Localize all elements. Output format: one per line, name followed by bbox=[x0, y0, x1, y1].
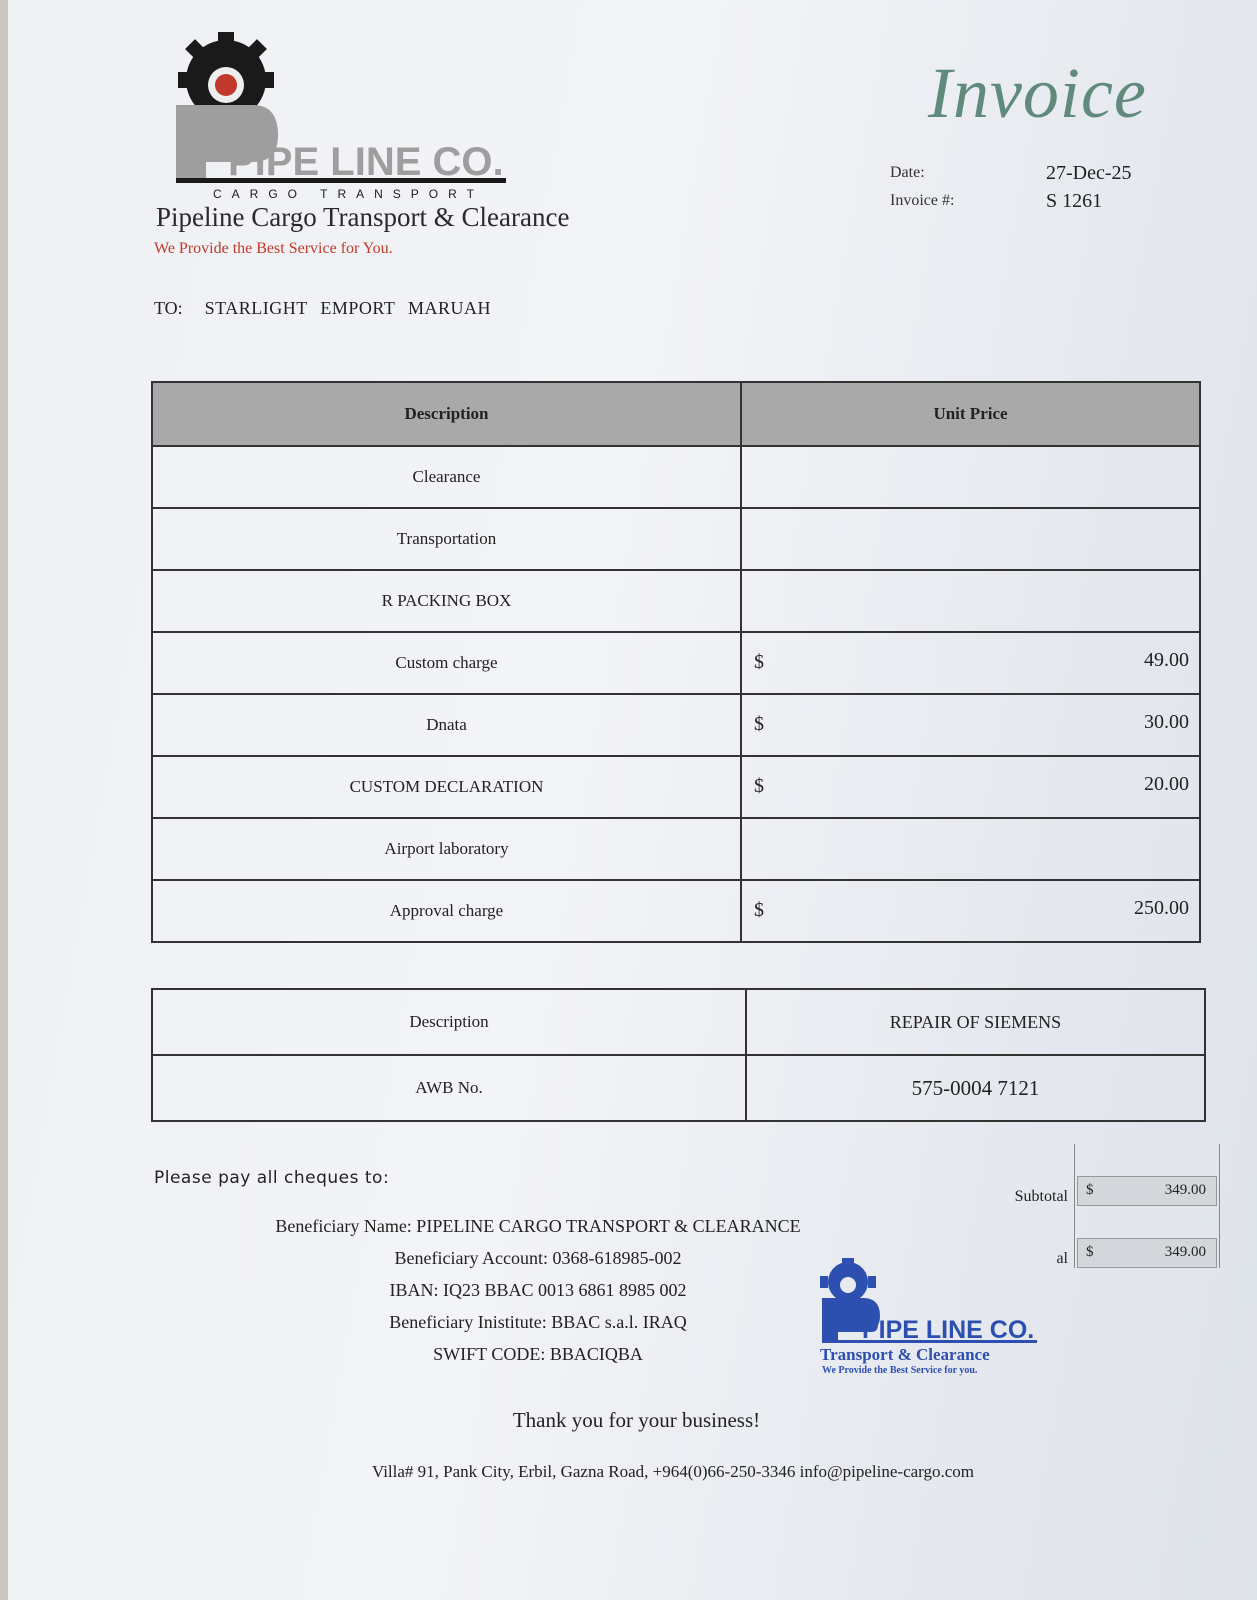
svg-text:We Provide the Best Service fo: We Provide the Best Service for you. bbox=[822, 1365, 978, 1376]
recipient-label: TO: bbox=[154, 298, 183, 318]
awb-value: 575-0004 7121 bbox=[746, 1055, 1205, 1121]
item-description: Airport laboratory bbox=[152, 818, 741, 880]
subtotal-label: Subtotal bbox=[1014, 1188, 1068, 1205]
beneficiary-name: Beneficiary Name: PIPELINE CARGO TRANSPORT & CLEARANCE bbox=[275, 1216, 801, 1236]
item-unit-price bbox=[741, 756, 1200, 818]
invoice-number-value: S 1261 bbox=[1046, 190, 1103, 212]
item-description: Clearance bbox=[152, 446, 741, 508]
swift-code: SWIFT CODE: BBACIQBA bbox=[433, 1344, 643, 1364]
item-description: Custom charge bbox=[152, 632, 741, 694]
beneficiary-institute: Beneficiary Inistitute: BBAC s.a.l. IRAQ bbox=[389, 1312, 687, 1332]
item-currency: $ bbox=[754, 775, 764, 797]
total-box bbox=[1077, 1238, 1217, 1268]
description-value: REPAIR OF SIEMENS bbox=[746, 989, 1205, 1055]
items-body bbox=[152, 446, 1200, 942]
item-unit-price bbox=[741, 632, 1200, 694]
thank-you-note: Thank you for your business! bbox=[512, 1408, 761, 1432]
item-currency: $ bbox=[754, 713, 764, 735]
recipient-name: STARLIGHT EMPORT MARUAH bbox=[204, 298, 492, 318]
item-amount: 30.00 bbox=[1144, 711, 1189, 733]
recipient-block bbox=[154, 298, 491, 319]
iban: IBAN: IQ23 BBAC 0013 6861 8985 002 bbox=[389, 1280, 687, 1300]
table-row bbox=[152, 694, 1200, 756]
company-stamp bbox=[818, 1258, 1058, 1376]
table-row bbox=[152, 818, 1200, 880]
table-row bbox=[152, 756, 1200, 818]
date-label: Date: bbox=[890, 164, 925, 181]
item-unit-price bbox=[741, 570, 1200, 632]
table-row bbox=[152, 508, 1200, 570]
item-description: CUSTOM DECLARATION bbox=[152, 756, 741, 818]
svg-text:Transport & Clearance: Transport & Clearance bbox=[820, 1345, 990, 1364]
date-value: 27-Dec-25 bbox=[1046, 162, 1132, 184]
description-label: Description bbox=[152, 989, 746, 1055]
awb-label: AWB No. bbox=[152, 1055, 746, 1121]
item-amount: 20.00 bbox=[1144, 773, 1189, 795]
total-value: 349.00 bbox=[1164, 1244, 1206, 1260]
item-description: Approval charge bbox=[152, 880, 741, 942]
table-row bbox=[152, 989, 1205, 1055]
item-description: R PACKING BOX bbox=[152, 570, 741, 632]
company-tagline: We Provide the Best Service for You. bbox=[154, 240, 393, 257]
item-currency: $ bbox=[754, 899, 764, 921]
subtotal-box bbox=[1077, 1176, 1217, 1206]
table-row bbox=[152, 446, 1200, 508]
item-description: Dnata bbox=[152, 694, 741, 756]
invoice-number-label: Invoice #: bbox=[890, 192, 955, 209]
header-description: Description bbox=[152, 382, 741, 446]
subtotal-value: 349.00 bbox=[1164, 1182, 1206, 1198]
subtotal-currency: $ bbox=[1086, 1182, 1094, 1198]
beneficiary-account: Beneficiary Account: 0368-618985-002 bbox=[394, 1248, 682, 1268]
svg-text:CARGO TRANSPORT: CARGO TRANSPORT bbox=[213, 187, 484, 201]
bank-details bbox=[228, 1210, 848, 1370]
table-row bbox=[152, 880, 1200, 942]
item-unit-price bbox=[741, 818, 1200, 880]
table-row bbox=[152, 1055, 1205, 1121]
payment-note: Please pay all cheques to: bbox=[154, 1168, 390, 1188]
invoice-title: Invoice bbox=[928, 53, 1147, 133]
item-description: Transportation bbox=[152, 508, 741, 570]
table-row bbox=[152, 632, 1200, 694]
svg-text:PIPE LINE CO.: PIPE LINE CO. bbox=[228, 140, 504, 184]
item-currency: $ bbox=[754, 651, 764, 673]
total-currency: $ bbox=[1086, 1244, 1094, 1260]
items-header-row bbox=[152, 382, 1200, 446]
footer-address: Villa# 91, Pank City, Erbil, Gazna Road, +964(0)66-250-3346 info@pipeline-cargo.com bbox=[371, 1462, 975, 1481]
header-unit-price: Unit Price bbox=[741, 382, 1200, 446]
item-unit-price bbox=[741, 508, 1200, 570]
shipment-info-table bbox=[151, 988, 1206, 1122]
svg-text:PIPE LINE CO.: PIPE LINE CO. bbox=[862, 1316, 1035, 1344]
items-table bbox=[151, 381, 1201, 943]
item-amount: 49.00 bbox=[1144, 649, 1189, 671]
company-name: Pipeline Cargo Transport & Clearance bbox=[156, 202, 570, 232]
item-unit-price bbox=[741, 880, 1200, 942]
company-logo bbox=[168, 30, 528, 205]
item-amount: 250.00 bbox=[1134, 897, 1189, 919]
invoice-sheet bbox=[8, 0, 1257, 1600]
table-row bbox=[152, 570, 1200, 632]
item-unit-price bbox=[741, 694, 1200, 756]
total-label: al bbox=[1056, 1250, 1068, 1267]
item-unit-price bbox=[741, 446, 1200, 508]
